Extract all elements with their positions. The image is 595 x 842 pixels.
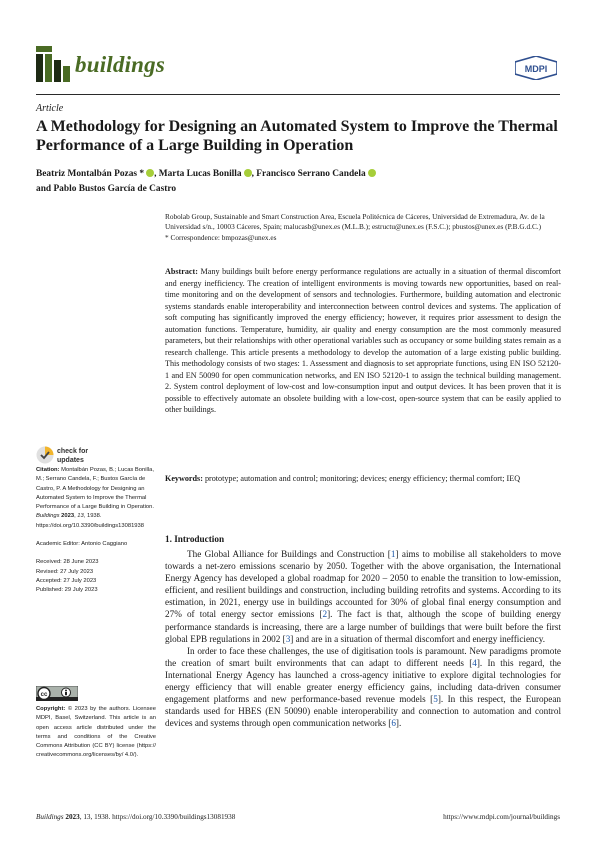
citation: Citation: Montalbán Pozas, B.; Lucas Bonilla, M.; Serrano Candela, F.; Bustos García de Castro, P. A Methodology for Designing an Automated System to Improve the Thermal Performance of a Large Building in Operation. Buildings 2023, 13, 1938. https://doi.org/10.3390/buildings13081938 — [36, 467, 154, 529]
paragraph: In order to face these challenges, the use of digitisation tools is paramount. New paradigms promote the creation of smart built environments that can adapt to different needs [4]. In this regard, the International Energy Agency has launched a cross-agency initiative to explore digital technologies for energy efficiency that will enable greater energy efficiency gains, including data-driven consumer engagement platforms and new performance-based revenue models [5]. In this respect, the European standards used for HBES (EN 50090) enable interoperability and connection to automation and control devices and systems through open communication networks [6]. — [165, 645, 561, 729]
citation-ref[interactable]: 6 — [391, 718, 396, 729]
article-type: Article — [36, 103, 64, 114]
abstract — [165, 266, 561, 416]
author-3[interactable]: , Francisco Serrano Candela — [251, 169, 366, 179]
introduction-body — [165, 548, 561, 729]
journal-logo-icon — [36, 46, 70, 82]
keywords-text: prototype; automation and control; monitoring; devices; energy efficiency; thermal comfort; IEQ — [204, 474, 521, 483]
citation-doi-link[interactable]: , 1938. https://doi.org/10.3390/buildings13081938 — [36, 513, 144, 529]
citation-ref[interactable]: 1 — [390, 549, 396, 559]
mdpi-logo-icon[interactable] — [515, 56, 557, 80]
footer-doi-link[interactable]: , 13, 1938. https://doi.org/10.3390/buildings13081938 — [79, 813, 236, 821]
orcid-icon[interactable] — [146, 169, 154, 177]
citation-ref[interactable]: 5 — [433, 694, 438, 705]
copyright-notice — [36, 705, 156, 761]
footer-citation: Buildings 2023, 13, 1938. https://doi.org/10.3390/buildings13081938 — [36, 813, 236, 821]
copyright-label: Copyright: — [36, 706, 66, 712]
footer-journal-url[interactable]: https://www.mdpi.com/journal/buildings — [443, 813, 560, 821]
author-1[interactable]: Beatriz Montalbán Pozas * — [36, 169, 145, 179]
header-divider — [36, 94, 560, 95]
cc-by-license-icon[interactable] — [36, 686, 78, 701]
journal-name[interactable]: buildings — [75, 52, 166, 77]
date-received: Received: 28 June 2023 — [36, 559, 99, 566]
academic-editor: Academic Editor: Antonio Caggiano — [36, 541, 128, 548]
author-list — [36, 167, 560, 197]
affiliation-text: Robolab Group, Sustainable and Smart Construction Area, Escuela Politécnica de Cáceres, Universidad de Extremadura, Av. de la Universidad s/n., 10003 Cáceres, Spain; malucasb@unex.es (M.L.B.); estructu@unex.es (F.S.C.); pbustos@unex.es (P.B.G.d.C.) — [165, 212, 545, 232]
abstract-text: Many buildings built before energy performance regulations are actually in a situation of thermal discomfort and energy inefficiency. The creation of intelligent environments is moving towards new opportunities, based on real-time monitoring and on the development of sensors and technologies. Furthermore, building automation and electronic systems standards enable interoperability and interconnection between control devices and systems. The application of soft computing has significantly improved the energy efficiency; however, it requires prior assessment to design the automation functions. Temperature, humidity, air quality and energy consumption are the most commonly measured parameters, but their relationships with other operational variables such as occupancy or some building states remain as a research challenge. This article presents a methodology to develop the automation of a large existing public building. This methodology consists of two stages: 1. Assessment and diagnosis to set appropriate functions, using EN ISO 52120-1 and EN 50090 for open communication networks, and EN ISO 52120-1 to assign the technical building management. 2. System control deployment of low-cost and low-consumption input and output devices. It has been proven that it is possible to effectively automate an obsolete building with a low-cost, open-source system that can be easily applied to other buildings. — [165, 267, 562, 414]
paragraph: The Global Alliance for Buildings and Construction [1] aims to mobilise all stakeholders to move towards a net-zero emissions scenario by 2050. Together with the above organisation, the International Energy Agency has developed a global roadmap for 2020 – 2050 to enable the transition to low-emission, efficient, and resilient buildings and construction, including building retrofits and systems. According to its estimation, in 2021, energy use in buildings accounted for 30% of global final energy consumption and 27% of total energy sector emissions [2]. The fact is that, although the scope of building energy performance standards is increasing, there are a large number of buildings that were built before the first global EPB regulations in 2002 [3] and are in a situation of thermal discomfort and energy inefficiency. — [165, 549, 561, 644]
affiliations — [165, 212, 565, 243]
section-heading: 1. Introduction — [165, 534, 225, 544]
check-updates-line2: updates — [57, 457, 84, 464]
citation-ref[interactable]: 3 — [285, 633, 291, 644]
date-accepted: Accepted: 27 July 2023 — [36, 577, 97, 584]
article-info-sidebar — [36, 466, 158, 596]
cc-text: cc — [40, 692, 48, 698]
abstract-label: Abstract: — [165, 267, 198, 276]
citation-label: Citation: — [36, 467, 60, 473]
date-published: Published: 29 July 2023 — [36, 587, 98, 594]
keywords — [165, 473, 561, 485]
check-for-updates-button[interactable] — [36, 444, 116, 466]
citation-ref[interactable]: 2 — [322, 609, 328, 620]
author-4[interactable]: and Pablo Bustos García de Castro — [36, 184, 177, 194]
keywords-label: Keywords: — [165, 474, 203, 483]
citation-ref[interactable]: 4 — [472, 657, 477, 668]
copyright-text: © 2023 by the authors. Licensee MDPI, Basel, Switzerland. This article is an open access article distributed under the terms and conditions of the Creative Commons Attribution (CC BY) license (https:// creativecommons.org/licenses/by/ 4.0/). — [36, 706, 156, 759]
check-updates-line1: check for — [57, 448, 89, 455]
orcid-icon[interactable] — [244, 169, 252, 177]
date-revised: Revised: 27 July 2023 — [36, 568, 94, 575]
correspondence: * Correspondence: bmpozas@unex.es — [165, 232, 277, 242]
article-title: A Methodology for Designing an Automated System to Improve the Thermal Performance of a Large Building in Operation — [36, 118, 558, 154]
author-2[interactable]: , Marta Lucas Bonilla — [154, 169, 242, 179]
mdpi-logo-text: MDPI — [524, 64, 548, 74]
orcid-icon[interactable] — [368, 169, 376, 177]
